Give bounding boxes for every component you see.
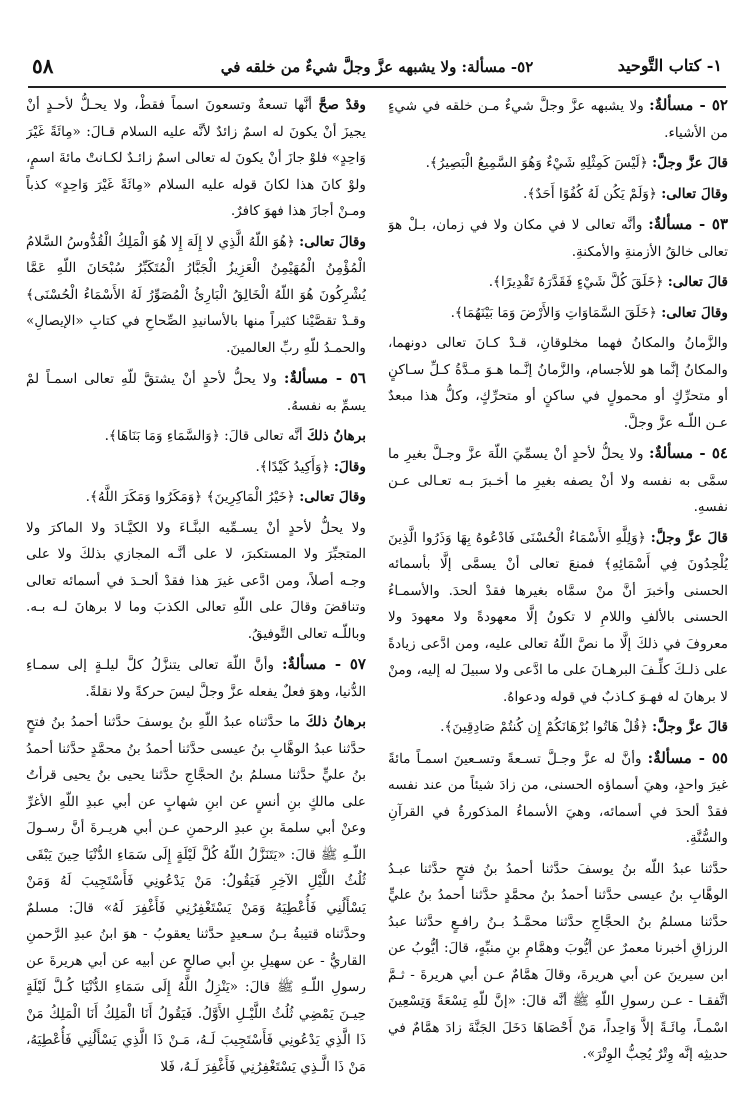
paragraph-text: وأنَّ اللّهَ تعالى يتنزَّلُ كلَّ ليلـةٍ إلى سمـاءِ الدُّنيا، وهوَ فعلٌ يفعله عزَّ وجلَّ ليسَ حركةً ولا نقلةً. [26,657,366,700]
paragraph-text: ﴿قُلْ هَاتُوا بُرْهَانَكُمْ إِن كُنتُمْ صَادِقِينَ﴾. [440,719,648,735]
proof-label: برهانُ ذلكَ [305,714,366,730]
proof-label: وقالَ تعالى: [661,185,728,202]
paragraph-text: ﴿لَيْسَ كَمِثْلِهِ شَيْءٌ وَهُوَ السَّمِيعُ الْبَصِيرُ﴾. [425,155,648,171]
page-header [28,52,726,88]
right-text-column [388,92,728,1092]
proof-line [388,300,728,327]
issue-paragraph [26,365,366,419]
issue-heading: ٥٦ - مسألةٌ: [283,369,366,387]
issue-paragraph [388,440,728,521]
paragraph-text: ﴿خَلَقَ كُلَّ شَيْءٍ فَقَدَّرَهُ تَقْدِيرًا﴾. [488,274,664,290]
proof-line [26,484,366,511]
paragraph-text: ولا يحلُّ لأحدٍ أنْ يسمِّيَ اللّهَ عزَّ وجـلَّ بغيرِ ما سمَّى به نفسه ولا أنْ يصفه بغيرِ ما أخـبرَ بـه تعـالى عـن نفسهِ. [388,446,728,515]
paragraph-text: ولا يحلُّ لأحدٍ أنْ يشتقَّ للّهِ تعالى اسمـاً لمْ يسمِّ به نفسهُ. [26,371,366,414]
proof-label: وقالَ: [333,458,366,475]
running-title: ٥٢- مسألة: ولا يشبهه عزَّ وجلَّ شيءٌ من خلقه في [220,58,534,76]
paragraph-text: أنَّه تعالى قالَ: ﴿وَالسَّمَاءِ وَمَا بَنَاهَا﴾. [104,428,303,444]
paragraph-text: أنَّها تسعةٌ وتسعونَ اسماً فقطْ، ولا يحـلُّ لأحـدٍ أنْ يجيزَ أنْ يكونَ له اسمٌ زائدٌ لأنَّه عليه السلام قـالَ: «مِائَةً غَيْرَ وَاحِدٍ» فلوْ جازَ أنْ يكونَ له تعالى اسمٌ زائـدٌ لكـانتْ مائةَ اسمٍ، ولوْ كانَ هذا لكانَ قوله عليه السلام «مِائَةً غَيْرَ وَاحِدٍ» كذباً ومـنْ أجازَ هذا فهوَ كافرٌ. [26,97,366,219]
paragraph-text: والزَّمانُ والمكانُ فهما مخلوقانِ، قـدْ كـانَ تعالى دونهما، والمكانُ إنَّما هو للأجسام، والزَّمانُ إنَّـما هـوَ مـدَّةُ كـلِّ سـاكنٍ أو متحرِّكٍ أو محمولٍ في ساكنٍ أو متحرِّكٍ، وكلُّ هذا مبعدٌ عـن اللّـه عزَّ وجلَّ. [388,335,728,431]
issue-paragraph [388,745,728,852]
left-text-column [26,92,366,1092]
paragraph-text: ﴿وَلِلَّهِ الأَسْمَاءُ الْحُسْنَى فَادْعُوهُ بِهَا وَذَرُوا الَّذِينَ يُلْحِدُونَ فِي أَسْمَائِهِ﴾ فمنعَ تعالى أنْ يسمَّى إلَّا بأسمائه الحسنى وأخبرَ أنَّ منْ سمَّاه بغيرها فقدْ ألحدَ. والأسمـاءُ الحسنى بالألفِ واللامِ لا تكونُ إلَّا معهودةً ولا معهودَ ولا معروفَ في ذلكَ إلَّا ما نصَّ اللّهُ تعالى عليه، ومن ادَّعى زيادةً على ذلـكَ كلِّـفَ البرهـانَ على ما ادَّعى ولا سبيلَ له إليه، ومنْ لا برهانَ له فهـوَ كـاذبٌ في قوله ودعواهُ. [388,529,728,705]
body-paragraph [388,856,728,1068]
proof-line [388,269,728,296]
proof-line [26,454,366,481]
proof-line [388,181,728,208]
issue-heading: ٥٣ - مسألةٌ: [648,215,728,233]
paragraph-text: ﴿هُوَ اللّهُ الَّذِي لا إِلَهَ إِلا هُوَ الْمَلِكُ الْقُدُّوسُ السَّلامُ الْمُؤْمِنُ الْمُهَيْمِنُ الْعَزِيزُ الْجَبَّارُ الْمُتَكَبِّرُ سُبْحَانَ اللّهِ عَمَّا يُشْرِكُونَ هُوَ اللّهُ الْخَالِقُ الْبَارِئُ الْمُصَوِّرُ لَهُ الأَسْمَاءُ الْحُسْنَى﴾ وقـدْ تقصَّيْنا كثيراً منها بالأسانيدِ الصِّحاحِ في كتابِ «الإيصالِ» والحمـدُ للّهِ ربِّ العالمينَ. [26,233,366,356]
proof-line [388,525,728,711]
paragraph-text: ﴿وَأَكِيدُ كَيْدًا﴾. [255,458,330,475]
issue-paragraph [26,651,366,705]
proof-label: وقدْ صحَّ [318,97,366,113]
proof-label: قالَ تعالى: [667,274,728,290]
issue-paragraph [388,211,728,265]
proof-label: قالَ عزَّ وجلَّ: [652,155,728,171]
proof-label: قالَ عزَّ وجلَّ: [652,719,728,735]
paragraph-text: وأنَّه تعالى لا في مكان ولا في زمان، بـلْ هوَ تعالى خالقُ الأزمنةِ والأمكنةِ. [388,217,728,260]
body-paragraph [388,330,728,436]
paragraph-text: ﴿خَلَقَ السَّمَاوَاتِ وَالأَرْضَ وَمَا بَيْنَهُمَا﴾. [450,304,657,321]
body-paragraph [26,92,366,225]
proof-label: وقالَ تعالى: [661,304,728,321]
paragraph-text: ولا يشبهه عزَّ وجلَّ شيءٌ مـن خلقه في شيءٍ من الأشياء. [388,98,728,141]
issue-heading: ٥٧ - مسألةٌ: [281,655,366,673]
paragraph-text: ﴿خَيْرُ الْمَاكِرِينَ﴾ ﴿وَمَكَرُوا وَمَكَرَ اللَّهُ﴾. [85,489,295,505]
proof-line [26,423,366,450]
issue-heading: ٥٥ - مسألةٌ: [647,748,728,767]
proof-label: وقالَ تعالى: [299,233,366,250]
paragraph-text: ما حدَّثناه عبدُ اللّهِ بنُ يوسفَ حدَّثنا أحمدُ بنُ فتحٍ حدَّثنا عبدُ الوهَّابِ بنُ عيسى حدَّثنا أحمدُ بنُ محمَّدٍ حدَّثنا أحمدُ بنُ عليٍّ حدَّثنا مسلمُ بنُ الحجَّاجِ حدَّثنا يحيى بنُ يحيى قرأتُ على مالكٍ بنِ أنسٍ عن ابنِ شهابٍ عن أبي عبدِ اللّهِ الأغرِّ وعنْ أبي سلمةَ بنِ عبدِ الرحمنِ عـن أبي هريـرةَ أنَّ رسـولَ اللّـهِ ﷺ قالَ: «يَتَنَزَّلُ اللّهُ كُلَّ لَيْلَةٍ إِلَى سَمَاءِ الدُّنْيَا حِينَ يَبْقَى ثُلُثُ اللَّيْلِ الآخِرِ فَيَقُولُ: مَنْ يَدْعُونِي فَأَسْتَجِيبَ لَهُ وَمَنْ يَسْأَلُنِي فَأُعْطِيَهُ وَمَنْ يَسْتَغْفِرُنِي فَأَغْفِرَ لَهُ» قالَ: مسلمٌ وحدَّثناه قتيبةُ بـنُ سـعيدٍ حدَّثنا يعقوبُ - هوَ ابنُ عبدِ الرَّحمنِ القاريُّ - عن سهيلِ بنِ أبي صالحٍ عن أبيه عن أبي هريرةَ عن رسولِ اللّـهِ ﷺ قالَ: «يَنْزِلُ اللَّهُ إِلَى سَمَاءِ الدُّنْيَا كُـلَّ لَيْلَةٍ حِيـنَ يَمْضِي ثُلُثُ اللَّيْـلِ الأَوَّلُ. فَيَقُولُ أَنَا الْمَلِكُ أَنَا الْمَلِكُ مَنْ ذَا الَّذِي يَدْعُونِي فَأَسْتَجِيبَ لَـهُ، مَـنْ ذَا الَّذِي يَسْأَلُنِي فَأُعْطِيَهُ، مَنْ ذَا الَّـذِي يَسْتَغْفِرُنِي فَأَغْفِرَ لَـهُ، فَلا [26,714,366,1075]
proof-line [388,150,728,177]
proof-label: وقالَ تعالى: [299,489,366,505]
issue-heading: ٥٤ - مسألةٌ: [648,444,728,462]
issue-paragraph [388,92,728,146]
proof-line [26,229,366,362]
proof-label: قالَ عزَّ وجلَّ: [650,529,728,546]
paragraph-text: وأنَّ له عزَّ وجـلَّ تسـعةً وتسـعينَ اسمـاً مائةً غيرَ واحدٍ، وهيَ أسماؤه الحسنى، من زادَ شيئاً من عند نفسه فقدْ ألحدَ في أسمائه، وهيَ الأسماءُ المذكورةُ في القرآنِ والسُّنَّةِ. [388,750,728,846]
section-title: ١- كتاب التَّوحيد [617,56,722,75]
page-number: ٥٨ [32,54,54,78]
issue-heading: ٥٢ - مسألةٌ: [649,96,728,114]
proof-line [388,714,728,741]
proof-label: برهانُ ذلكَ [307,428,366,444]
body-paragraph [26,709,366,1080]
body-paragraph [26,515,366,648]
paragraph-text: ولا يحلُّ لأحدٍ أنْ يسـمِّيه البنَّـاءَ ولا الكيَّـادَ ولا الماكرَ ولا المتجبِّرَ ولا المستكبرَ، لا على أنَّـه المجازي بذلكَ ولا على وجـه أصلاً، ومن ادَّعى غيرَ هذا فقدْ ألحـدَ في أسمائه تعالى وتناقضَ وقالَ على اللّهِ تعالى الكذبَ وما لا برهانَ لـه بـه. وباللّـه تعالى التَّوفيقُ. [26,519,366,642]
paragraph-text: حدَّثنا عبدُ اللّه بنُ يوسفَ حدَّثنا أحمدُ بنُ فتحٍ حدَّثنا عبـدُ الوهَّابِ بنُ عيسى حدَّثنا أحمدُ بنُ محمَّدٍ حدَّثنا أحمدُ بنُ عليٍّ حدَّثنا مسلمُ بنُ الحجَّاجِ حدَّثنا محمَّـدُ بـنُ رافـعٍ حدَّثنا عبدُ الرزاقِ أخبرنا معمرٌ عن أيُّوبَ وهمَّامِ بنِ منبِّهٍ، قالَ: أيُّوبُ عن ابن سيرينَ عن أبي هريرةَ، وقالَ همَّامٌ عـن أبي هريرةَ - ثـمَّ اتَّفقـا - عـن رسولِ اللّهِ ﷺ أنَّه قالَ: «إنَّ للّهِ تِسْعَةً وَتِسْعِينَ اسْمـاً، مِائَـةً إلاَّ وَاحِداً، مَنْ أَحْصَاهَا دَخَلَ الجَنَّةَ زادَ همَّامٌ في حديثِه إنَّه وِتْرٌ يُحِبُّ الوِتْرَ». [388,860,728,1062]
paragraph-text: ﴿وَلَمْ يَكُن لَهُ كُفُوًا أَحَدٌ﴾. [523,185,657,202]
